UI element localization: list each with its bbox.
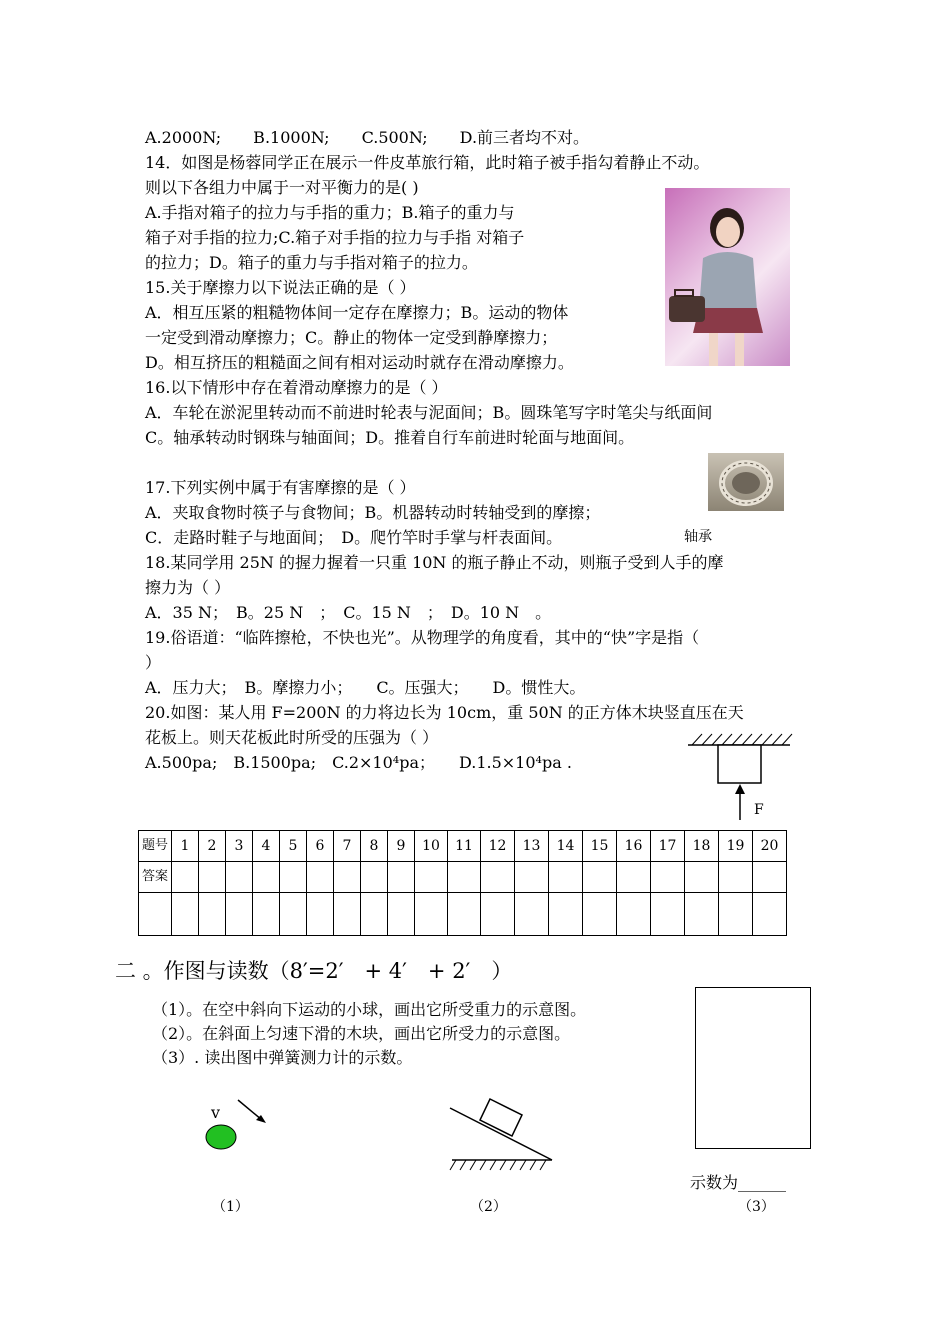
figure-1-caption: （1） <box>212 1199 249 1215</box>
q20-options: A.500pa; B.1500pa; C.2×10⁴pa； D.1.5×10⁴pa . <box>145 753 572 772</box>
section-2-item-2: （2）。在斜面上匀速下滑的木块，画出它所受力的示意图。 <box>152 1024 571 1043</box>
answer-cell[interactable] <box>481 862 515 893</box>
answer-cell[interactable] <box>583 862 617 893</box>
table-row <box>139 893 787 936</box>
answer-cell[interactable] <box>334 893 361 936</box>
answer-cell[interactable] <box>199 862 226 893</box>
row-header-question-number: 题号 <box>139 831 172 862</box>
table-cell: 8 <box>361 831 388 862</box>
answer-table <box>138 830 787 936</box>
q19-options: A．压力大； B。摩擦力小； C。压强大； D。惯性大。 <box>145 678 586 697</box>
answer-cell[interactable] <box>685 893 719 936</box>
girl-figure-drawing <box>665 188 790 366</box>
answer-cell[interactable] <box>172 862 199 893</box>
answer-cell[interactable] <box>226 893 253 936</box>
answer-cell[interactable] <box>651 862 685 893</box>
answer-cell[interactable] <box>334 862 361 893</box>
table-cell: 12 <box>481 831 515 862</box>
answer-cell[interactable] <box>753 862 787 893</box>
answer-cell[interactable] <box>515 862 549 893</box>
spring-scale-figure-frame <box>695 987 811 1149</box>
q16-option-2: C。轴承转动时钢珠与轴面间；D。推着自行车前进时轮面与地面间。 <box>145 428 635 447</box>
answer-cell[interactable] <box>515 893 549 936</box>
answer-cell[interactable] <box>307 862 334 893</box>
table-cell: 16 <box>617 831 651 862</box>
answer-cell[interactable] <box>448 862 481 893</box>
incline-block-diagram <box>448 1096 558 1176</box>
answer-cell[interactable] <box>617 893 651 936</box>
section-2-title: 二 。作图与读数（8′=2′ + 4′ + 2′ ） <box>115 959 513 983</box>
answer-cell[interactable] <box>388 893 415 936</box>
table-cell: 19 <box>719 831 753 862</box>
answer-cell[interactable] <box>685 862 719 893</box>
q13-options: A.2000N; B.1000N; C.500N; D.前三者均不对。 <box>145 128 590 147</box>
answer-cell[interactable] <box>253 893 280 936</box>
q18-stem-1: 18.某同学用 25N 的握力握着一只重 10N 的瓶子静止不动，则瓶子受到人手的摩 <box>145 553 724 572</box>
figure-2-caption: （2） <box>470 1199 507 1215</box>
q15-option-2: 一定受到滑动摩擦力；C。静止的物体一定受到静摩擦力； <box>145 328 558 347</box>
table-cell: 2 <box>199 831 226 862</box>
table-cell: 7 <box>334 831 361 862</box>
answer-cell[interactable] <box>549 862 583 893</box>
answer-cell[interactable] <box>481 893 515 936</box>
answer-cell[interactable] <box>415 862 448 893</box>
answer-cell[interactable] <box>719 862 753 893</box>
q17-option-1: A．夹取食物时筷子与食物间；B。机器转动时转轴受到的摩擦； <box>145 503 601 522</box>
answer-cell[interactable] <box>199 893 226 936</box>
table-cell: 1 <box>172 831 199 862</box>
table-cell: 13 <box>515 831 549 862</box>
answer-cell[interactable] <box>172 893 199 936</box>
table-cell: 6 <box>307 831 334 862</box>
q15-stem: 15.关于摩擦力以下说法正确的是（ ） <box>145 278 416 297</box>
q20-stem-1: 20.如图：某人用 F=200N 的力将边长为 10cm，重 50N 的正方体木块竖直压在天 <box>145 703 744 722</box>
q14-option-bc: 箱子对手指的拉力;C.箱子对手指的拉力与手指 对箱子 <box>145 228 525 247</box>
girl-with-suitcase-photo <box>665 188 790 366</box>
table-cell: 11 <box>448 831 481 862</box>
q16-option-1: A．车轮在淤泥里转动而不前进时轮表与泥面间；B。圆珠笔写字时笔尖与纸面间 <box>145 403 713 422</box>
table-cell: 17 <box>651 831 685 862</box>
answer-cell[interactable] <box>307 893 334 936</box>
table-cell: 5 <box>280 831 307 862</box>
q19-stem-2: ） <box>145 653 162 672</box>
answer-cell[interactable] <box>617 862 651 893</box>
answer-cell[interactable] <box>753 893 787 936</box>
force-label: F <box>754 802 764 818</box>
answer-cell[interactable] <box>253 862 280 893</box>
answer-cell[interactable] <box>448 893 481 936</box>
q19-stem-1: 19.俗语道：“临阵擦枪，不快也光”。从物理学的角度看，其中的“快”字是指（ <box>145 628 700 647</box>
q15-option-3: D。相互挤压的粗糙面之间有相对运动时就存在滑动摩擦力。 <box>145 353 574 372</box>
q17-stem: 17.下列实例中属于有害摩擦的是（ ） <box>145 478 416 497</box>
q14-stem-2: 则以下各组力中属于一对平衡力的是( ) <box>145 178 419 197</box>
bearing-drawing <box>708 453 784 511</box>
table-cell: 9 <box>388 831 415 862</box>
velocity-label: v <box>211 1103 221 1122</box>
q18-stem-2: 擦力为（ ） <box>145 578 231 597</box>
q18-options: A．35 N； B。25 N ； C。15 N ； D。10 N 。 <box>145 603 552 622</box>
table-cell: 15 <box>583 831 617 862</box>
q14-stem-1: 14．如图是杨蓉同学正在展示一件皮革旅行箱，此时箱子被手指勾着静止不动。 <box>145 153 710 172</box>
table-cell: 14 <box>549 831 583 862</box>
table-cell: 20 <box>753 831 787 862</box>
answer-cell[interactable] <box>280 862 307 893</box>
answer-cell[interactable] <box>280 893 307 936</box>
ball-diagram <box>204 1096 274 1156</box>
answer-cell[interactable] <box>719 893 753 936</box>
bearing-photo <box>708 453 784 511</box>
spring-reading-label: 示数为______ <box>690 1173 787 1192</box>
answer-cell[interactable] <box>651 893 685 936</box>
q20-stem-2: 花板上。则天花板此时所受的压强为（ ） <box>145 728 439 747</box>
answer-cell[interactable] <box>388 862 415 893</box>
answer-cell[interactable] <box>361 862 388 893</box>
section-2-item-3: （3）. 读出图中弹簧测力计的示数。 <box>152 1048 413 1067</box>
q14-option-a: A.手指对箱子的拉力与手指的重力；B.箱子的重力与 <box>145 203 515 222</box>
bearing-caption: 轴承 <box>684 529 712 545</box>
section-2-item-1: （1）。在空中斜向下运动的小球，画出它所受重力的示意图。 <box>152 1000 587 1019</box>
ceiling-block-diagram <box>688 732 798 822</box>
answer-cell[interactable] <box>583 893 617 936</box>
row-header-answer: 答案 <box>139 862 172 893</box>
table-cell: 18 <box>685 831 719 862</box>
answer-cell[interactable] <box>226 862 253 893</box>
table-row <box>139 831 787 862</box>
table-row <box>139 862 787 893</box>
table-cell: 4 <box>253 831 280 862</box>
blank-cell <box>139 893 172 936</box>
q15-option-1: A．相互压紧的粗糙物体间一定存在摩擦力；B。运动的物体 <box>145 303 569 322</box>
table-cell: 10 <box>415 831 448 862</box>
figure-3-caption: （3） <box>738 1199 775 1215</box>
answer-cell[interactable] <box>361 893 388 936</box>
q16-stem: 16.以下情形中存在着滑动摩擦力的是（ ） <box>145 378 448 397</box>
table-cell: 3 <box>226 831 253 862</box>
q14-option-d: 的拉力；D。箱子的重力与手指对箱子的拉力。 <box>145 253 478 272</box>
answer-cell[interactable] <box>549 893 583 936</box>
answer-cell[interactable] <box>415 893 448 936</box>
q17-option-2: C．走路时鞋子与地面间； D。爬竹竿时手掌与杆表面间。 <box>145 528 563 547</box>
